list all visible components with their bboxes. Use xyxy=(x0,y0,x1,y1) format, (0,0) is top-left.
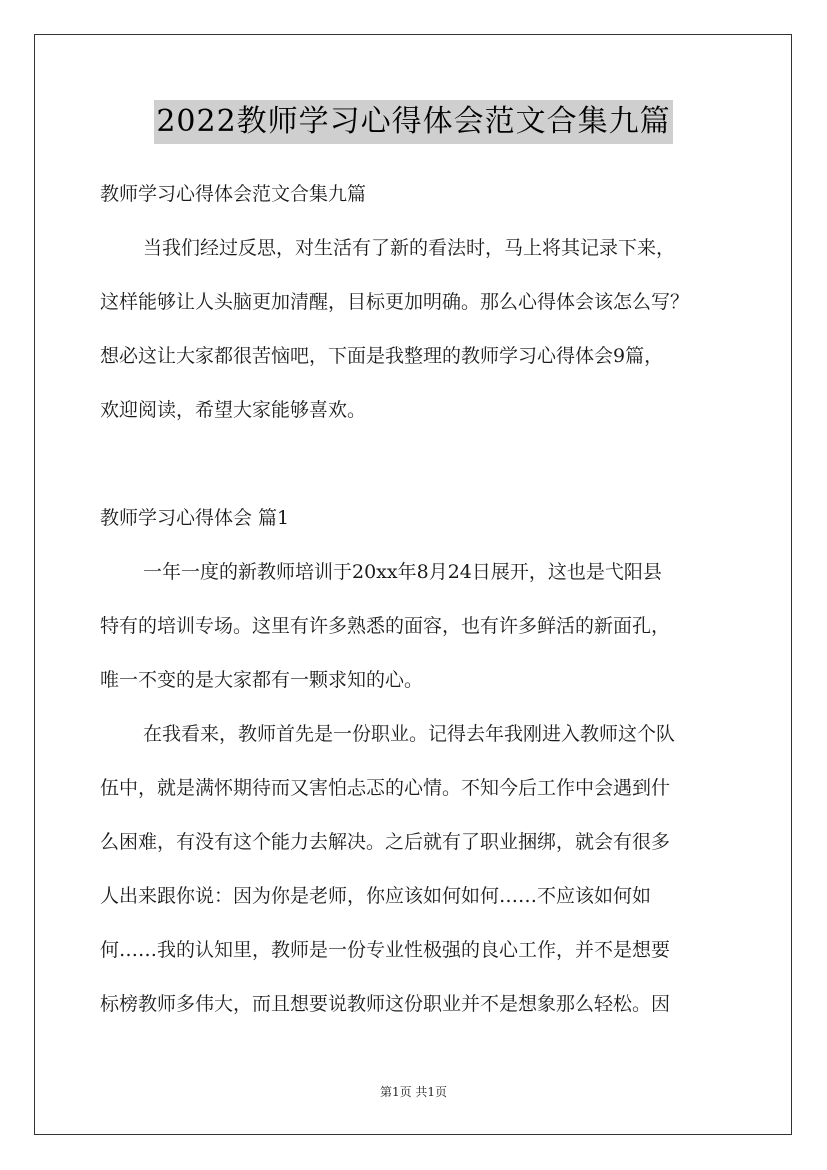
title-container xyxy=(0,100,827,144)
intro-line: 想必这让大家都很苦恼吧，下面是我整理的教师学习心得体会9篇， xyxy=(100,345,664,367)
body-line: 伍中，就是满怀期待而又害怕忐忑的心情。不知今后工作中会遇到什 xyxy=(100,777,671,799)
body-line: 特有的培训专场。这里有许多熟悉的面容，也有许多鲜活的新面孔， xyxy=(100,615,671,637)
section-heading: 教师学习心得体会 篇1 xyxy=(100,507,290,529)
body-line: 何……我的认知里，教师是一份专业性极强的良心工作，并不是想要 xyxy=(100,939,671,961)
document-title: 2022教师学习心得体会范文合集九篇 xyxy=(154,100,672,144)
page-number-footer: 第1页 共1页 xyxy=(379,1085,448,1099)
body-line: 么困难，有没有这个能力去解决。之后就有了职业捆绑，就会有很多 xyxy=(100,831,671,853)
body-line: 一年一度的新教师培训于20xx年8月24日展开，这也是弋阳县 xyxy=(143,561,662,583)
body-line: 人出来跟你说：因为你是老师，你应该如何如何……不应该如何如 xyxy=(100,885,652,907)
intro-line: 这样能够让人头脑更加清醒，目标更加明确。那么心得体会该怎么写？ xyxy=(100,291,690,313)
body-line: 标榜教师多伟大，而且想要说教师这份职业并不是想象那么轻松。因 xyxy=(100,993,671,1015)
intro-line: 当我们经过反思，对生活有了新的看法时，马上将其记录下来， xyxy=(143,237,676,259)
subtitle-line: 教师学习心得体会范文合集九篇 xyxy=(100,183,367,205)
body-line: 唯一不变的是大家都有一颗求知的心。 xyxy=(100,669,424,691)
intro-line: 欢迎阅读，希望大家能够喜欢。 xyxy=(100,399,367,421)
body-line: 在我看来，教师首先是一份职业。记得去年我刚进入教师这个队 xyxy=(143,723,676,745)
